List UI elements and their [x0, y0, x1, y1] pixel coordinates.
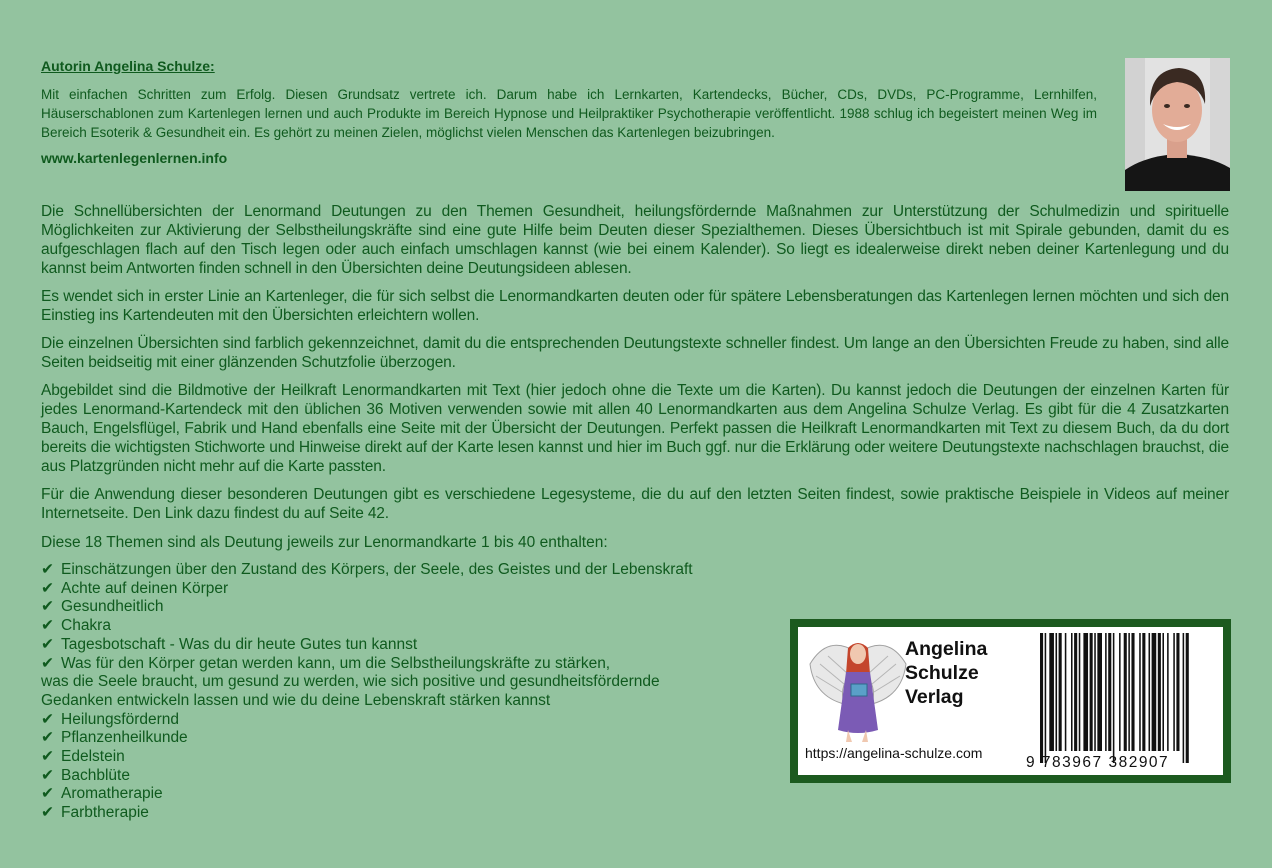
theme-item-label: Edelstein	[61, 748, 125, 766]
publisher-name	[905, 637, 1015, 709]
barcode-bar	[1097, 633, 1102, 751]
isbn-number: 9 783967 382907	[1026, 754, 1170, 771]
barcode-bar	[1128, 633, 1130, 751]
description-text	[41, 202, 1229, 532]
theme-item	[41, 785, 693, 804]
theme-item-label: Achte auf deinen Körper	[61, 579, 229, 597]
barcode-bar	[1186, 633, 1189, 763]
barcode-bar	[1045, 633, 1047, 763]
theme-item-label: Farbtherapie	[61, 804, 149, 822]
barcode-bar	[1059, 633, 1062, 751]
barcode-bar	[1056, 633, 1058, 751]
theme-item	[41, 580, 693, 599]
barcode-bar	[1183, 633, 1185, 763]
barcode-bar	[1105, 633, 1107, 751]
theme-item	[41, 804, 693, 823]
isbn-barcode	[1038, 633, 1223, 771]
theme-item	[41, 729, 693, 748]
paragraph: Für die Anwendung dieser besonderen Deutungen gibt es verschiedene Legesysteme, die du auf den letzten Seiten findest, sowie praktische Beispiele in Videos auf meiner Internetseite. Den Link dazu findest du auf Seite 42.	[41, 486, 1229, 522]
publisher-box	[790, 619, 1231, 783]
barcode-bar	[1108, 633, 1111, 751]
theme-item-label: Pflanzenheilkunde	[61, 729, 188, 747]
barcode-bar	[1149, 633, 1151, 751]
paragraph: Die Schnellübersichten der Lenormand Deutungen zu den Themen Gesundheit, heilungsfördernde Maßnahmen zur Unterstützung der Schulmedizin und spirituelle Möglichkeiten zur Aktivierung der Selbstheilungskräfte sind eine gute Hilfe beim Deuten dieser Spezialthemen. Dieses Übersichtbuch ist mit Spirale gebunden, damit du es aufgeschlagen flach auf den Tisch legen oder auch einfach umschlagen kannst (wie bei einem Kalender). So liegt es idealerweise direkt neben deiner Kartenlegung und du kannst beim Antworten finden schnell in den Übersichten deine Deutungsideen ablesen.	[41, 203, 1229, 277]
angel-logo-icon	[808, 634, 908, 746]
theme-item-label: Gedanken entwickeln lassen und wie du deine Lebenskraft stärken kannst	[41, 691, 551, 709]
theme-item-label: Aromatherapie	[61, 785, 163, 803]
author-website-link[interactable]: www.kartenlegenlernen.info	[41, 150, 228, 166]
barcode-bar	[1090, 633, 1093, 751]
theme-item-label: Bachblüte	[61, 766, 130, 784]
author-section	[41, 58, 1097, 167]
barcode-bar	[1131, 633, 1134, 751]
barcode-bar	[1074, 633, 1077, 751]
checkmark-icon: ✔	[41, 710, 54, 728]
theme-item	[41, 711, 693, 730]
checkmark-icon: ✔	[41, 804, 54, 822]
checkmark-icon: ✔	[41, 748, 54, 766]
theme-item	[41, 655, 693, 674]
theme-item-label: Chakra	[61, 617, 111, 635]
theme-item	[41, 673, 693, 692]
theme-item-label: Tagesbotschaft - Was du dir heute Gutes tun kannst	[61, 635, 418, 653]
publisher-panel	[798, 627, 1223, 775]
barcode-bar	[1176, 633, 1179, 751]
barcode-bar	[1071, 633, 1073, 751]
checkmark-icon: ✔	[41, 635, 54, 653]
publisher-name-line: Angelina	[905, 638, 988, 660]
barcode-bar	[1152, 633, 1157, 751]
barcode-bar	[1119, 633, 1121, 751]
paragraph: Abgebildet sind die Bildmotive der Heilkraft Lenormandkarten mit Text (hier jedoch ohne die Texte um die Karten). Du kannst jedoch die Deutungen der einzelnen Karten für jedes Lenormand-Kartendeck mit den üblichen 36 Motiven verwenden sowie mit allen 40 Lenormandkarten aus dem Angelina Schulze Verlag. Es gibt für die 4 Zusatzkarten Bauch, Engelsflügel, Fabrik und Hand ebenfalls eine Seite mit der Übersicht der Deutungen. Perfekt passen die Heilkraft Lenormandkarten mit Text zu diesem Buch, da du dort bereits die wichtigsten Stichworte und Hinweise direkt auf der Karte lesen kannst und hier im Buch ggf. nur die Erklärung oder weitere Deutungstexte nachschlagen brauchst, die aus Platzgründen nicht mehr auf die Karte passten.	[41, 382, 1229, 475]
barcode-bar	[1113, 633, 1115, 763]
barcode-bar	[1173, 633, 1175, 751]
author-bio: Mit einfachen Schritten zum Erfolg. Diesen Grundsatz vertrete ich. Darum habe ich Lernkarten, Kartendecks, Bücher, CDs, DVDs, PC-Programme, Lernhilfen, Häuserschablonen zum Kartenlegen lernen und auch Produkte im Bereich Hypnose und Heilpraktiker Psychotherapie veröffentlicht. 1988 schlug ich begeistert meinen Weg im Bereich Esoterik & Gesundheit ein. Es gehört zu meinen Zielen, möglichst vielen Menschen das Kartenlegen beizubringen.	[41, 87, 1097, 140]
barcode-bar	[1124, 633, 1127, 751]
barcode-bar	[1162, 633, 1164, 751]
barcode-bar	[1079, 633, 1081, 751]
barcode-bar	[1142, 633, 1145, 751]
checkmark-icon: ✔	[41, 617, 54, 635]
paragraph: Es wendet sich in erster Linie an Kartenleger, die für sich selbst die Lenormandkarten deuten oder für spätere Lebensberatungen das Kartenlegen lernen möchten und sich den Einstieg ins Kartendeuten mit den Übersichten erleichtern wollen.	[41, 288, 1229, 324]
theme-item	[41, 748, 693, 767]
checkmark-icon: ✔	[41, 561, 54, 578]
author-heading: Autorin Angelina Schulze:	[41, 58, 215, 74]
barcode-bar	[1158, 633, 1161, 751]
theme-item-label: Gesundheitlich	[61, 598, 164, 616]
checkmark-icon: ✔	[41, 654, 54, 672]
theme-item	[41, 617, 693, 636]
theme-item	[41, 692, 693, 711]
paragraph: Die einzelnen Übersichten sind farblich gekennzeichnet, damit du die entsprechenden Deutungstexte schneller findest. Um lange an den Übersichten Freude zu haben, sind alle Seiten beidseitig mit einer glänzenden Schutzfolie überzogen.	[41, 335, 1229, 371]
theme-item	[41, 767, 693, 786]
theme-item-label: Einschätzungen über den Zustand des Körpers, der Seele, des Geistes und der Lebenskraft	[61, 561, 693, 578]
checkmark-icon: ✔	[41, 598, 54, 616]
theme-item-label: Heilungsfördernd	[61, 710, 180, 728]
checkmark-icon: ✔	[41, 729, 54, 747]
checkmark-icon: ✔	[41, 785, 54, 803]
publisher-name-line: Schulze	[905, 662, 979, 684]
theme-item-label: was die Seele braucht, um gesund zu werden, wie sich positive und gesundheitsfördernde	[41, 673, 660, 691]
author-photo	[1125, 58, 1230, 191]
barcode-bar	[1094, 633, 1096, 751]
publisher-name-line: Verlag	[905, 686, 964, 708]
theme-item-label: Was für den Körper getan werden kann, um die Selbstheilungskräfte zu stärken,	[61, 654, 611, 672]
barcode-bar	[1139, 633, 1141, 751]
checkmark-icon: ✔	[41, 579, 54, 597]
checkmark-icon: ✔	[41, 766, 54, 784]
barcode-bar	[1049, 633, 1054, 751]
theme-item	[41, 636, 693, 655]
barcode-bar	[1167, 633, 1169, 751]
barcode-bar	[1065, 633, 1067, 751]
publisher-website-link[interactable]: https://angelina-schulze.com	[805, 745, 983, 761]
themes-intro: Diese 18 Themen sind als Deutung jeweils zur Lenormandkarte 1 bis 40 enthalten:	[41, 534, 608, 551]
theme-list	[41, 561, 693, 823]
barcode-bar	[1083, 633, 1088, 751]
theme-item	[41, 561, 693, 580]
barcode-bar	[1040, 633, 1043, 763]
theme-item	[41, 598, 693, 617]
